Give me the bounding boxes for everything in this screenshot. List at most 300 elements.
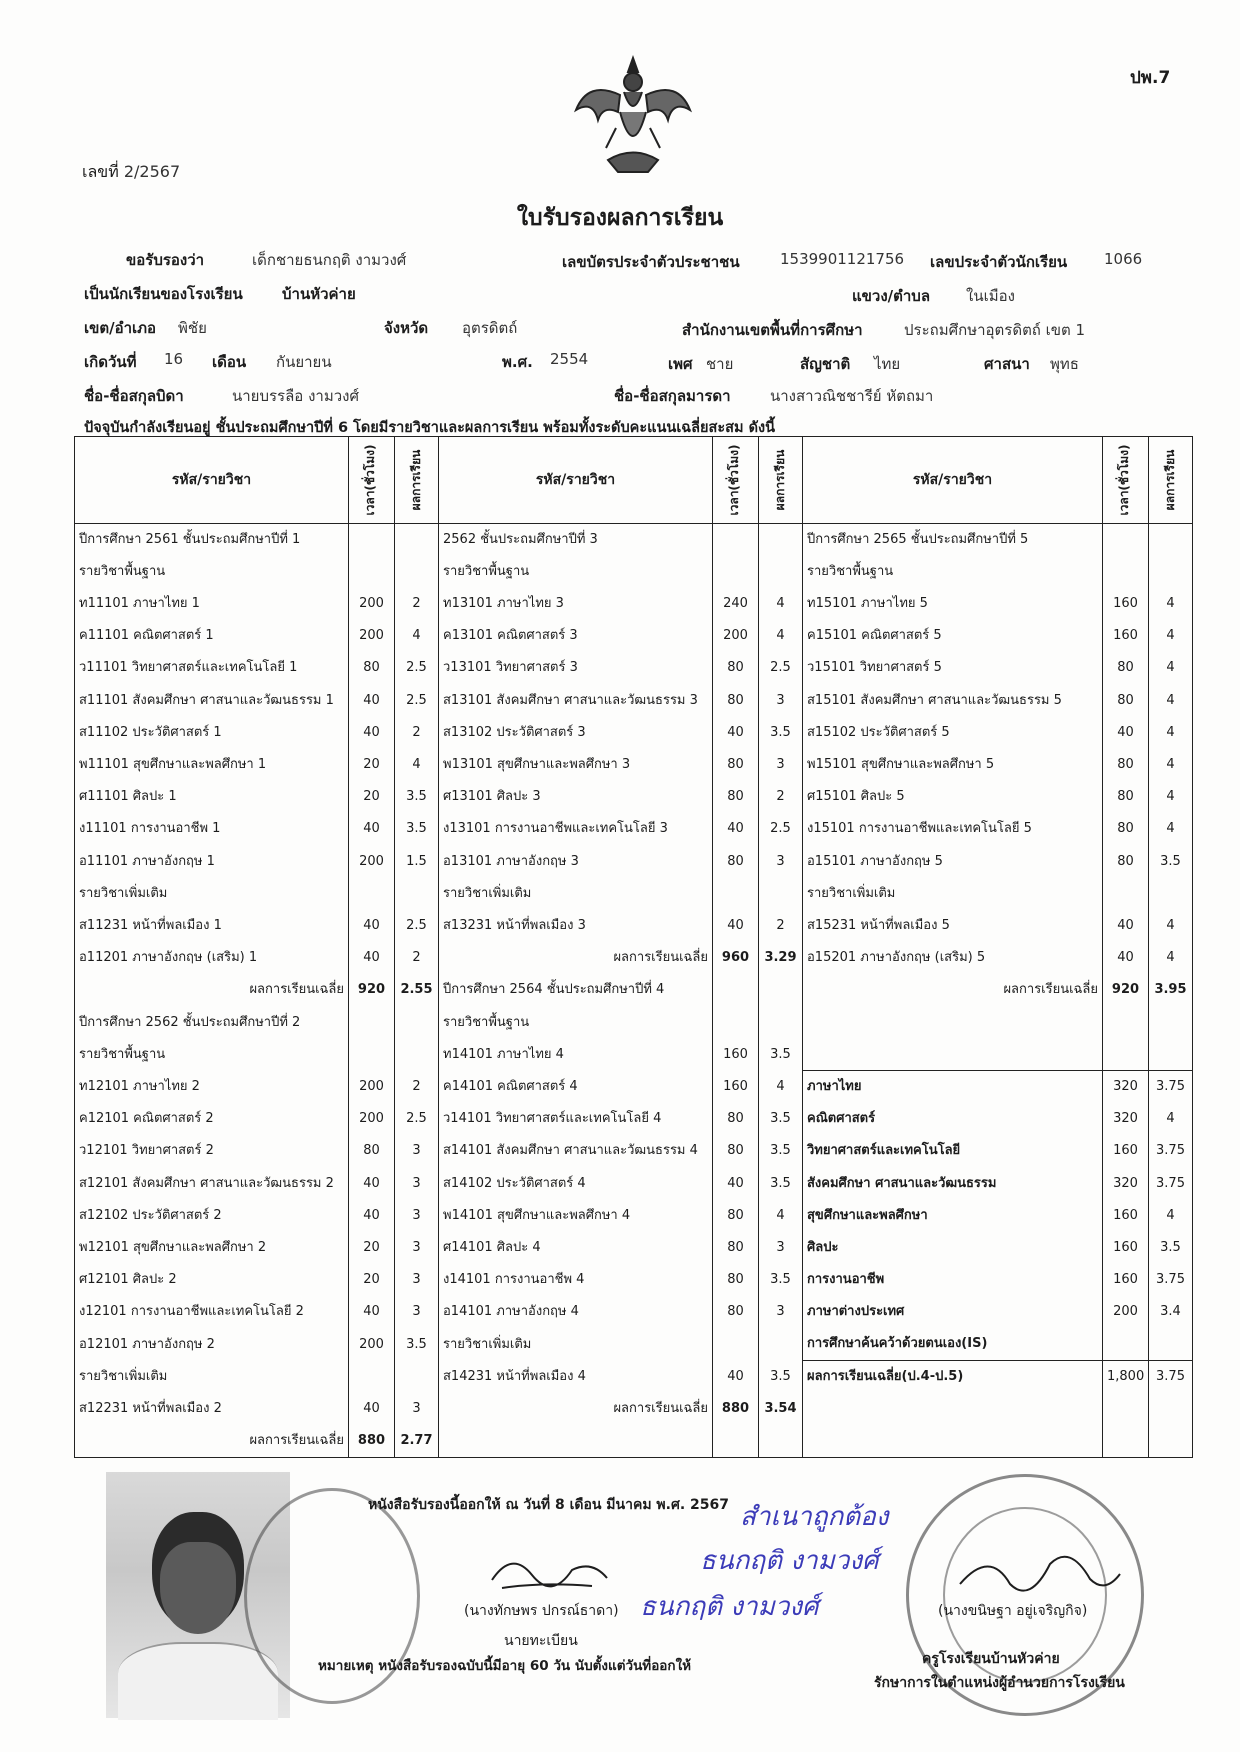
summary-grade-cell: 3.75 [1149, 1361, 1193, 1393]
hours-cell [713, 878, 759, 910]
district-value: พิชัย [178, 319, 207, 337]
id-value: 1539901121756 [780, 250, 905, 268]
hours-header: เวลา(ชั่วโมง) [1103, 437, 1149, 524]
hours-cell [1103, 556, 1149, 588]
grade-cell [1149, 878, 1193, 910]
grade-cell [395, 1039, 439, 1071]
head-signature [950, 1544, 1130, 1604]
hours-cell: 80 [713, 1103, 759, 1135]
summary-hours-cell: 320 [1103, 1071, 1149, 1103]
subject-cell: ส15102 ประวัติศาสตร์ 5 [803, 717, 1103, 749]
empty-cell [1103, 1007, 1149, 1039]
father-label: ชื่อ-ชื่อสกุลบิดา [84, 387, 184, 405]
validity-note: หมายเหตุ หนังสือรับรองฉบับนี้มีอายุ 60 วัน นับตั้งแต่วันที่ออกให้ [318, 1658, 692, 1674]
father-value: นายบรรลือ งามวงศ์ [232, 387, 359, 405]
hours-cell [713, 524, 759, 556]
hours-cell: 40 [713, 717, 759, 749]
hours-cell: 160 [713, 1071, 759, 1103]
section-heading: ปีการศึกษา 2564 ชั้นประถมศึกษาปีที่ 4 [439, 974, 713, 1006]
table-row [75, 620, 1193, 652]
hours-cell: 80 [713, 1296, 759, 1328]
grade-cell [759, 974, 803, 1006]
summary-hours-cell: 160 [1103, 1200, 1149, 1232]
section-heading: รายวิชาเพิ่มเติม [75, 1361, 349, 1393]
summary-subject-cell: คณิตศาสตร์ [803, 1103, 1103, 1135]
hours-cell [1103, 524, 1149, 556]
summary-hours-cell: 200 [1103, 1296, 1149, 1328]
subject-cell: ส14102 ประวัติศาสตร์ 4 [439, 1168, 713, 1200]
grade-cell: 2 [759, 781, 803, 813]
subject-cell: ศ14101 ศิลปะ 4 [439, 1232, 713, 1264]
hours-cell: 80 [1103, 813, 1149, 845]
subdistrict-value: ในเมือง [966, 287, 1015, 305]
grade-cell [395, 524, 439, 556]
summary-grade-cell: 3.75 [1149, 1071, 1193, 1103]
grade-cell: 4 [1149, 749, 1193, 781]
table-row [75, 974, 1193, 1006]
table-row [75, 749, 1193, 781]
empty-cell [1149, 1393, 1193, 1425]
summary-hours-cell: 160 [1103, 1232, 1149, 1264]
mother-value: นางสาวณิชชารีย์ หัตถมา [770, 387, 934, 405]
summary-grade-cell: 4 [1149, 1103, 1193, 1135]
section-heading: ปีการศึกษา 2561 ชั้นประถมศึกษาปีที่ 1 [75, 524, 349, 556]
subject-cell: พ14101 สุขศึกษาและพลศึกษา 4 [439, 1200, 713, 1232]
result-header: ผลการเรียน [1149, 437, 1193, 524]
grade-cell: 3 [759, 1232, 803, 1264]
section-heading: รายวิชาเพิ่มเติม [439, 1329, 713, 1361]
hours-cell: 200 [713, 620, 759, 652]
table-row [75, 588, 1193, 620]
grade-cell: 3 [395, 1168, 439, 1200]
subject-cell: ส12231 หน้าที่พลเมือง 2 [75, 1393, 349, 1425]
hours-cell: 80 [1103, 846, 1149, 878]
summary-subject-cell: สังคมศึกษา ศาสนาและวัฒนธรรม [803, 1168, 1103, 1200]
district-label: เขต/อำเภอ [84, 319, 157, 337]
summary-subject-cell: ผลการเรียนเฉลี่ย(ป.4-ป.5) [803, 1361, 1103, 1393]
empty-cell [1103, 1425, 1149, 1457]
hours-cell: 240 [713, 588, 759, 620]
empty-cell [803, 1039, 1103, 1071]
document-number [82, 160, 180, 185]
grade-cell: 3.5 [759, 1103, 803, 1135]
subject-cell: ท15101 ภาษาไทย 5 [803, 588, 1103, 620]
hours-cell: 40 [349, 685, 395, 717]
hours-cell: 80 [713, 1135, 759, 1167]
nationality-label: สัญชาติ [800, 355, 851, 373]
hours-cell: 80 [1103, 781, 1149, 813]
section-heading: ปีการศึกษา 2565 ชั้นประถมศึกษาปีที่ 5 [803, 524, 1103, 556]
subject-cell: ส12101 สังคมศึกษา ศาสนาและวัฒนธรรม 2 [75, 1168, 349, 1200]
grade-cell [395, 1361, 439, 1393]
garuda-emblem-icon [568, 50, 698, 180]
subject-cell: ส12102 ประวัติศาสตร์ 2 [75, 1200, 349, 1232]
grade-cell: 3 [395, 1393, 439, 1425]
registrar-signature [482, 1540, 622, 1600]
summary-hours-cell: 1,800 [1103, 1361, 1149, 1393]
average-grade-cell: 2.55 [395, 974, 439, 1006]
handwritten-certified-copy: สำเนาถูกต้อง [740, 1502, 889, 1532]
student-no-label: เลขประจำตัวนักเรียน [930, 253, 1068, 271]
summary-grade-cell: 3.75 [1149, 1264, 1193, 1296]
subject-cell: ศ13101 ศิลปะ 3 [439, 781, 713, 813]
summary-hours-cell: 320 [1103, 1103, 1149, 1135]
average-grade-cell: 3.29 [759, 942, 803, 974]
hours-cell: 40 [713, 1168, 759, 1200]
empty-cell [1149, 1007, 1193, 1039]
grade-cell: 2 [395, 1071, 439, 1103]
empty-cell [439, 1425, 713, 1457]
subject-cell: ง15101 การงานอาชีพและเทคโนโลยี 5 [803, 813, 1103, 845]
summary-subject-cell: วิทยาศาสตร์และเทคโนโลยี [803, 1135, 1103, 1167]
school-label: เป็นนักเรียนของโรงเรียน [84, 285, 243, 303]
empty-cell [759, 1425, 803, 1457]
grade-cell [395, 556, 439, 588]
birth-year-value: 2554 [550, 350, 589, 368]
hours-cell: 80 [349, 652, 395, 684]
handwritten-name-2: ธนกฤติ งามวงศ์ [640, 1592, 819, 1622]
hours-cell: 40 [713, 813, 759, 845]
hours-cell [713, 1007, 759, 1039]
summary-hours-cell: 160 [1103, 1264, 1149, 1296]
religion-label: ศาสนา [984, 355, 1030, 373]
hours-cell: 80 [1103, 685, 1149, 717]
hours-header: เวลา(ชั่วโมง) [713, 437, 759, 524]
hours-cell: 40 [349, 942, 395, 974]
empty-cell [713, 1425, 759, 1457]
summary-grade-cell: 3.75 [1149, 1135, 1193, 1167]
hours-cell [349, 1361, 395, 1393]
hours-cell [713, 556, 759, 588]
hours-cell: 80 [713, 685, 759, 717]
hours-cell: 40 [1103, 942, 1149, 974]
grade-cell: 4 [1149, 717, 1193, 749]
subject-cell: ท13101 ภาษาไทย 3 [439, 588, 713, 620]
empty-cell [803, 1425, 1103, 1457]
grade-cell: 1.5 [395, 846, 439, 878]
subject-cell: ส13101 สังคมศึกษา ศาสนาและวัฒนธรรม 3 [439, 685, 713, 717]
average-label: ผลการเรียนเฉลี่ย [803, 974, 1103, 1006]
subject-cell: ว14101 วิทยาศาสตร์และเทคโนโลยี 4 [439, 1103, 713, 1135]
table-row [75, 524, 1193, 556]
hours-cell: 40 [349, 813, 395, 845]
id-label: เลขบัตรประจำตัวประชาชน [562, 253, 740, 271]
birth-day-label: เกิดวันที่ [84, 353, 137, 371]
summary-subject-cell: ภาษาไทย [803, 1071, 1103, 1103]
province-value: อุตรดิตถ์ [462, 319, 518, 337]
handwritten-name-1: ธนกฤติ งามวงศ์ [700, 1546, 879, 1576]
table-row [75, 717, 1193, 749]
subject-cell: ส14101 สังคมศึกษา ศาสนาและวัฒนธรรม 4 [439, 1135, 713, 1167]
hours-cell: 40 [349, 1296, 395, 1328]
empty-cell [1103, 1393, 1149, 1425]
grade-cell: 4 [1149, 652, 1193, 684]
hours-cell: 80 [713, 652, 759, 684]
subject-cell: อ11101 ภาษาอังกฤษ 1 [75, 846, 349, 878]
head-name: (นางขนิษฐา อยู่เจริญกิจ) [938, 1603, 1088, 1619]
hours-cell: 40 [349, 1200, 395, 1232]
subject-cell: ค12101 คณิตศาสตร์ 2 [75, 1103, 349, 1135]
grade-cell: 3.5 [759, 1264, 803, 1296]
grade-cell: 2.5 [759, 813, 803, 845]
empty-cell [1149, 1425, 1193, 1457]
hours-cell: 40 [1103, 717, 1149, 749]
grade-cell: 2.5 [395, 910, 439, 942]
grade-cell: 4 [1149, 942, 1193, 974]
table-row [75, 685, 1193, 717]
subject-cell: ง13101 การงานอาชีพและเทคโนโลยี 3 [439, 813, 713, 845]
grade-cell [395, 1007, 439, 1039]
summary-hours-cell: 160 [1103, 1135, 1149, 1167]
grade-cell: 3 [395, 1232, 439, 1264]
average-grade-cell: 3.95 [1149, 974, 1193, 1006]
grade-cell: 4 [759, 620, 803, 652]
hours-cell [349, 524, 395, 556]
grade-cell [1149, 524, 1193, 556]
subject-cell: ศ12101 ศิลปะ 2 [75, 1264, 349, 1296]
hours-cell: 200 [349, 1103, 395, 1135]
total-hours-cell: 920 [349, 974, 395, 1006]
subject-cell: อ14101 ภาษาอังกฤษ 4 [439, 1296, 713, 1328]
empty-cell [803, 1007, 1103, 1039]
hours-cell [713, 974, 759, 1006]
grade-cell: 2.5 [395, 685, 439, 717]
section-heading: ปีการศึกษา 2562 ชั้นประถมศึกษาปีที่ 2 [75, 1007, 349, 1039]
section-heading: รายวิชาพื้นฐาน [803, 556, 1103, 588]
section-heading: รายวิชาพื้นฐาน [439, 556, 713, 588]
grades-table [74, 436, 1193, 1458]
grade-cell: 3.5 [759, 1361, 803, 1393]
hours-cell: 80 [1103, 749, 1149, 781]
subject-cell: ว12101 วิทยาศาสตร์ 2 [75, 1135, 349, 1167]
summary-grade-cell [1149, 1329, 1193, 1361]
hours-cell: 80 [349, 1135, 395, 1167]
hours-cell [349, 556, 395, 588]
edu-area-value: ประถมศึกษาอุตรดิตถ์ เขต 1 [904, 321, 1086, 339]
section-heading: รายวิชาพื้นฐาน [75, 1039, 349, 1071]
grade-cell: 2 [759, 910, 803, 942]
head-role: รักษาการในตำแหน่งผู้อำนวยการโรงเรียน [874, 1675, 1125, 1691]
hours-cell: 200 [349, 1329, 395, 1361]
summary-grade-cell: 4 [1149, 1200, 1193, 1232]
subject-cell: ศ15101 ศิลปะ 5 [803, 781, 1103, 813]
grade-cell: 3 [759, 749, 803, 781]
table-row [75, 1264, 1193, 1296]
empty-cell [1149, 1039, 1193, 1071]
table-row [75, 846, 1193, 878]
subject-cell: อ15101 ภาษาอังกฤษ 5 [803, 846, 1103, 878]
hours-cell: 20 [349, 781, 395, 813]
grade-cell: 3.5 [759, 1135, 803, 1167]
subject-cell: ค13101 คณิตศาสตร์ 3 [439, 620, 713, 652]
mother-label: ชื่อ-ชื่อสกุลมารดา [614, 387, 731, 405]
subject-cell: พ11101 สุขศึกษาและพลศึกษา 1 [75, 749, 349, 781]
sex-value: ชาย [706, 355, 734, 373]
table-row [75, 942, 1193, 974]
grade-cell: 3.5 [395, 1329, 439, 1361]
hours-cell: 80 [713, 1200, 759, 1232]
section-heading: รายวิชาพื้นฐาน [439, 1007, 713, 1039]
grade-cell: 4 [1149, 813, 1193, 845]
hours-cell: 40 [713, 1361, 759, 1393]
grade-cell [759, 1329, 803, 1361]
section-heading: รายวิชาเพิ่มเติม [439, 878, 713, 910]
grade-cell: 4 [1149, 910, 1193, 942]
hours-cell [349, 878, 395, 910]
summary-subject-cell: ศิลปะ [803, 1232, 1103, 1264]
birth-day-value: 16 [164, 350, 184, 368]
subject-header: รหัส/รายวิชา [803, 437, 1103, 524]
hours-cell: 80 [713, 749, 759, 781]
summary-grade-cell: 3.75 [1149, 1168, 1193, 1200]
hours-cell [349, 1039, 395, 1071]
grade-cell: 4 [1149, 620, 1193, 652]
grade-cell: 4 [759, 1071, 803, 1103]
grade-cell: 3.5 [759, 1039, 803, 1071]
hours-cell: 20 [349, 1264, 395, 1296]
subject-cell: ค11101 คณิตศาสตร์ 1 [75, 620, 349, 652]
subject-cell: ค15101 คณิตศาสตร์ 5 [803, 620, 1103, 652]
average-label: ผลการเรียนเฉลี่ย [75, 1425, 349, 1457]
hours-cell [349, 1007, 395, 1039]
hours-cell: 40 [349, 1393, 395, 1425]
table-row [75, 1200, 1193, 1232]
section-heading: 2562 ชั้นประถมศึกษาปีที่ 3 [439, 524, 713, 556]
table-row [75, 1232, 1193, 1264]
summary-hours-cell: 320 [1103, 1168, 1149, 1200]
subject-cell: ศ11101 ศิลปะ 1 [75, 781, 349, 813]
grade-cell: 3.5 [1149, 846, 1193, 878]
total-hours-cell: 920 [1103, 974, 1149, 1006]
table-row [75, 1039, 1193, 1071]
hours-cell: 200 [349, 588, 395, 620]
subject-cell: ส15231 หน้าที่พลเมือง 5 [803, 910, 1103, 942]
grade-cell: 4 [395, 620, 439, 652]
hours-cell [1103, 878, 1149, 910]
table-row [75, 878, 1193, 910]
sex-label: เพศ [668, 355, 693, 373]
student-name: เด็กชายธนกฤติ งามวงศ์ [252, 251, 407, 269]
grade-cell: 3.5 [395, 813, 439, 845]
section-heading: รายวิชาเพิ่มเติม [75, 878, 349, 910]
subject-cell: อ13101 ภาษาอังกฤษ 3 [439, 846, 713, 878]
subject-cell: ค14101 คณิตศาสตร์ 4 [439, 1071, 713, 1103]
subdistrict-label: แขวง/ตำบล [852, 287, 931, 305]
grade-cell: 4 [759, 1200, 803, 1232]
grade-cell: 3 [395, 1135, 439, 1167]
subject-cell: ท12101 ภาษาไทย 2 [75, 1071, 349, 1103]
summary-subject-cell: สุขศึกษาและพลศึกษา [803, 1200, 1103, 1232]
subject-cell: ว13101 วิทยาศาสตร์ 3 [439, 652, 713, 684]
table-row [75, 1361, 1193, 1393]
empty-cell [803, 1393, 1103, 1425]
grade-cell: 3.5 [395, 781, 439, 813]
subject-cell: ส13231 หน้าที่พลเมือง 3 [439, 910, 713, 942]
hours-cell: 40 [349, 717, 395, 749]
table-row [75, 1103, 1193, 1135]
certify-label: ขอรับรองว่า [126, 251, 205, 269]
table-row [75, 910, 1193, 942]
subject-cell: อ15201 ภาษาอังกฤษ (เสริม) 5 [803, 942, 1103, 974]
hours-cell: 200 [349, 620, 395, 652]
grade-cell [759, 524, 803, 556]
average-label: ผลการเรียนเฉลี่ย [439, 1393, 713, 1425]
hours-cell: 20 [349, 1232, 395, 1264]
summary-subject-cell: ภาษาต่างประเทศ [803, 1296, 1103, 1328]
subject-cell: ว15101 วิทยาศาสตร์ 5 [803, 652, 1103, 684]
table-row [75, 1135, 1193, 1167]
summary-subject-cell: การศึกษาค้นคว้าด้วยตนเอง(IS) [803, 1329, 1103, 1361]
table-row [75, 1168, 1193, 1200]
issued-date: หนังสือรับรองนี้ออกให้ ณ วันที่ 8 เดือน มีนาคม พ.ศ. 2567 [368, 1497, 730, 1513]
grade-cell: 3 [759, 1296, 803, 1328]
document-number-value: 2/2567 [123, 162, 181, 181]
nationality-value: ไทย [874, 355, 901, 373]
table-row [75, 1425, 1193, 1457]
grade-cell: 4 [1149, 588, 1193, 620]
form-code: ปพ.7 [1130, 68, 1171, 88]
grade-cell: 3.5 [759, 717, 803, 749]
empty-cell [1103, 1039, 1149, 1071]
birth-year-label: พ.ศ. [502, 353, 533, 371]
subject-cell: พ12101 สุขศึกษาและพลศึกษา 2 [75, 1232, 349, 1264]
grade-cell: 2 [395, 717, 439, 749]
result-header: ผลการเรียน [395, 437, 439, 524]
total-hours-cell: 960 [713, 942, 759, 974]
table-row [75, 813, 1193, 845]
subject-header: รหัส/รายวิชา [439, 437, 713, 524]
hours-cell: 80 [713, 781, 759, 813]
grade-cell: 2 [395, 588, 439, 620]
subject-cell: ง12101 การงานอาชีพและเทคโนโลยี 2 [75, 1296, 349, 1328]
subject-cell: อ11201 ภาษาอังกฤษ (เสริม) 1 [75, 942, 349, 974]
hours-cell: 160 [1103, 588, 1149, 620]
subject-cell: พ13101 สุขศึกษาและพลศึกษา 3 [439, 749, 713, 781]
average-grade-cell: 3.54 [759, 1393, 803, 1425]
total-hours-cell: 880 [713, 1393, 759, 1425]
grade-cell: 2.5 [395, 1103, 439, 1135]
student-no-value: 1066 [1104, 250, 1143, 268]
hours-cell: 40 [713, 910, 759, 942]
summary-hours-cell [1103, 1329, 1149, 1361]
table-row [75, 1071, 1193, 1103]
hours-cell: 80 [1103, 652, 1149, 684]
grade-cell [1149, 556, 1193, 588]
subject-header: รหัส/รายวิชา [75, 437, 349, 524]
subject-cell: ส14231 หน้าที่พลเมือง 4 [439, 1361, 713, 1393]
section-heading: รายวิชาพื้นฐาน [75, 556, 349, 588]
subject-cell: ง14101 การงานอาชีพ 4 [439, 1264, 713, 1296]
subject-cell: ส13102 ประวัติศาสตร์ 3 [439, 717, 713, 749]
grade-cell: 2.5 [395, 652, 439, 684]
summary-grade-cell: 3.5 [1149, 1232, 1193, 1264]
hours-cell: 160 [713, 1039, 759, 1071]
registrar-title: นายทะเบียน [504, 1633, 578, 1649]
table-row [75, 652, 1193, 684]
hours-cell: 80 [713, 1232, 759, 1264]
grade-cell [759, 556, 803, 588]
subject-cell: ว11101 วิทยาศาสตร์และเทคโนโลยี 1 [75, 652, 349, 684]
grade-cell: 4 [1149, 781, 1193, 813]
hours-cell: 200 [349, 1071, 395, 1103]
grade-cell [395, 878, 439, 910]
birth-month-label: เดือน [212, 353, 247, 371]
subject-cell: ส11101 สังคมศึกษา ศาสนาและวัฒนธรรม 1 [75, 685, 349, 717]
edu-area-label: สำนักงานเขตพื้นที่การศึกษา [682, 321, 863, 339]
hours-cell: 40 [1103, 910, 1149, 942]
grade-cell: 4 [395, 749, 439, 781]
grade-cell: 3 [395, 1200, 439, 1232]
